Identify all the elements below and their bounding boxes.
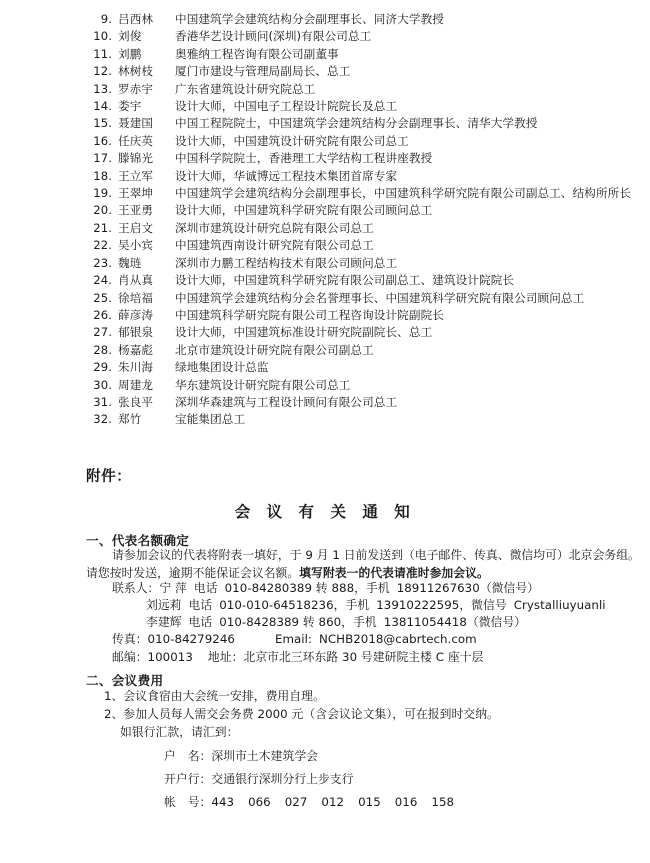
roster-member-name: 徐培福 — [118, 290, 154, 305]
roster-row — [86, 98, 646, 115]
roster-member-title: 设计大师，中国建筑标准设计研究院副院长、总工 — [175, 325, 433, 340]
roster-member-name: 郁银泉 — [118, 325, 154, 340]
roster-member-title: 中国建筑学会建筑结构分会副理事长、同济大学教授 — [175, 12, 444, 26]
roster-index: 25. — [93, 290, 112, 305]
roster-member-name: 朱川海 — [118, 360, 154, 375]
roster-index: 12. — [93, 64, 112, 79]
roster-member-name: 任庆英 — [118, 133, 154, 148]
roster-member-title: 厦门市建设与管理局副局长、总工 — [175, 64, 351, 79]
roster-member-title: 设计大师，华诚博远工程技术集团首席专家 — [175, 168, 398, 183]
roster-index: 10. — [93, 29, 112, 44]
remittance-note: 如银行汇款，请汇到： — [120, 725, 239, 739]
roster-index: 24. — [93, 273, 112, 288]
roster-row — [86, 307, 646, 324]
roster-row — [86, 272, 646, 289]
postcode-value: 100013 — [147, 650, 193, 664]
bank-label: 开户行： — [164, 772, 212, 786]
roster-member-title: 设计大师，中国建筑科学研究院有限公司顾问总工 — [175, 203, 433, 218]
postcode-address-line — [112, 649, 483, 667]
roster-row — [86, 46, 646, 63]
roster-member-name: 王立军 — [118, 168, 154, 183]
account-name-value: 深圳市土木建筑学会 — [211, 749, 319, 763]
account-name-label: 户 名： — [164, 749, 212, 763]
roster-member-name: 周建龙 — [118, 377, 154, 392]
roster-member-title: 北京市建筑设计研究院有限公司副总工 — [175, 342, 374, 357]
roster-member-name: 王翠坤 — [118, 186, 154, 201]
roster-index: 16. — [93, 133, 112, 148]
roster-row — [86, 28, 646, 45]
roster-index: 18. — [93, 168, 112, 183]
roster-index: 32. — [93, 412, 112, 427]
address-value: 北京市北三环东路 30 号建研院主楼 C 座十层 — [243, 650, 484, 664]
roster-row — [86, 394, 646, 411]
deadline-text: 请参加会议的代表将附表一填好，于 9 月 1 日前发送到（电子邮件、传真、微信均可）北京会务组。 — [112, 548, 640, 562]
roster-row — [86, 359, 646, 376]
roster-row — [86, 255, 646, 272]
roster-member-name: 王启文 — [118, 220, 154, 235]
account-bank-line — [164, 771, 354, 789]
roster-member-title: 设计大师，中国建筑设计研究院有限公司总工 — [175, 133, 409, 148]
roster-row — [86, 220, 646, 237]
roster-row — [86, 290, 646, 307]
roster-index: 28. — [93, 342, 112, 357]
roster-row — [86, 377, 646, 394]
roster-member-title: 中国建筑西南设计研究院有限公司总工 — [175, 238, 374, 253]
roster-member-name: 滕锦光 — [118, 151, 154, 166]
email-label: Email: — [274, 632, 312, 646]
account-no-group: 066 — [248, 795, 271, 809]
roster-row — [86, 168, 646, 185]
account-no-group: 016 — [394, 795, 418, 809]
account-no-group: 012 — [321, 795, 345, 809]
roster-index: 14. — [93, 99, 112, 114]
phone-label-3: 电话 — [188, 615, 213, 629]
roster-member-title: 深圳市建筑设计研究总院有限公司总工 — [175, 220, 374, 235]
phone-label-2: 电话 — [188, 598, 213, 612]
roster-member-name: 肖从真 — [118, 273, 154, 288]
ontime-text: 请您按时发送，逾期不能保证会议名额。 — [86, 566, 300, 580]
fax-value: 010-84279246 — [147, 632, 235, 646]
roster-row — [86, 133, 646, 150]
roster-index: 13. — [93, 81, 112, 96]
roster-member-name: 聂建国 — [118, 116, 154, 131]
mobile-label-1: 手机 — [365, 581, 390, 595]
account-no-label: 帐 号： — [164, 795, 212, 809]
account-no-group: 158 — [431, 795, 455, 809]
wechat-note-3: （微信号） — [466, 615, 527, 629]
roster-member-title: 中国建筑科学研究院有限公司工程咨询设计院副院长 — [175, 307, 444, 322]
roster-index: 20. — [93, 203, 112, 218]
roster-member-name: 魏琏 — [118, 255, 142, 270]
roster-member-title: 奥雅纳工程咨询有限公司副董事 — [175, 46, 339, 61]
roster-member-name: 杨嘉彪 — [118, 342, 154, 357]
roster-member-title: 广东省建筑设计研究院总工 — [175, 81, 316, 96]
committee-member-list — [86, 11, 646, 429]
mobile-value-3: 13811054418 — [383, 615, 467, 629]
wechat-note-1: （微信号） — [479, 581, 540, 595]
roster-row — [86, 324, 646, 341]
roster-member-name: 薛彦涛 — [118, 307, 154, 322]
roster-index: 26. — [93, 307, 112, 322]
fax-label: 传真： — [112, 632, 148, 646]
roster-index: 9. — [100, 12, 112, 26]
roster-member-title: 中国建筑学会建筑结构分会副理事长，中国建筑科学研究院有限公司副总工、结构所所长 — [175, 186, 632, 201]
contact-name-3: 李建辉 — [146, 615, 182, 629]
ontime-emphasis: 填写附表一的代表请准时参加会议。 — [299, 566, 489, 580]
roster-index: 27. — [93, 325, 112, 340]
contact-line-2 — [146, 597, 606, 615]
contact-name-1: 宁 萍 — [159, 581, 187, 595]
roster-row — [86, 81, 646, 98]
fee-item-2: 2、参加人员每人需交会务费 2000 元（含会议论文集），可在报到时交纳。 — [104, 707, 499, 721]
roster-member-title: 中国工程院院士，中国建筑学会建筑结构分会副理事长、清华大学教授 — [175, 116, 538, 131]
attachment-label: 附件： — [86, 469, 132, 485]
fax-email-line — [112, 631, 477, 649]
bank-value: 交通银行深圳分行上步支行 — [211, 772, 354, 786]
roster-row — [86, 11, 646, 28]
roster-index: 21. — [93, 220, 112, 235]
roster-index: 11. — [93, 46, 112, 61]
phone-label-1: 电话 — [193, 581, 218, 595]
account-number-line — [164, 794, 454, 812]
roster-index: 31. — [93, 394, 112, 409]
deadline-paragraph — [86, 547, 646, 565]
roster-row — [86, 115, 646, 132]
roster-member-title: 绿地集团设计总监 — [175, 360, 269, 375]
roster-row — [86, 63, 646, 80]
phone-value-2: 010-010-64518236， — [219, 598, 346, 612]
roster-member-title: 香港华艺设计顾问(深圳)有限公司总工 — [175, 29, 372, 44]
postcode-label: 邮编： — [112, 650, 148, 664]
account-no-group: 443 — [211, 795, 235, 809]
roster-index: 22. — [93, 238, 112, 253]
roster-member-title: 中国科学院院士，香港理工大学结构工程讲座教授 — [175, 151, 433, 166]
contact-name-2: 刘远莉 — [146, 598, 182, 612]
roster-member-title: 设计大师，中国电子工程设计院院长及总工 — [175, 99, 398, 114]
account-no-group: 027 — [284, 795, 308, 809]
roster-member-name: 张良平 — [118, 394, 154, 409]
address-label: 地址： — [207, 650, 244, 664]
roster-row — [86, 185, 646, 202]
roster-member-name: 吴小宾 — [118, 238, 154, 253]
mobile-label-2: 手机 — [345, 598, 370, 612]
wechat-value-2: Crystalliuyuanli — [513, 598, 606, 612]
roster-row — [86, 342, 646, 359]
section-heading-representative-quota: 一、代表名额确定 — [86, 533, 190, 548]
roster-index: 23. — [93, 255, 112, 270]
fee-item-1: 1、会议食宿由大会统一安排，费用自理。 — [104, 689, 325, 703]
roster-member-name: 刘俊 — [118, 29, 142, 44]
roster-member-name: 吕西林 — [118, 12, 154, 26]
roster-member-title: 中国建筑学会建筑结构分会名誉理事长、中国建筑科学研究院有限公司顾问总工 — [175, 290, 585, 305]
roster-member-title: 设计大师，中国建筑科学研究院有限公司副总工、建筑设计院院长 — [175, 273, 515, 288]
phone-value-3: 010-8428389 转 860， — [219, 615, 354, 629]
section-heading-meeting-fees: 二、会议费用 — [86, 673, 164, 688]
roster-index: 15. — [93, 116, 112, 131]
contacts-label: 联系人： — [112, 581, 160, 595]
roster-index: 17. — [93, 151, 112, 166]
roster-member-name: 刘鹏 — [118, 46, 142, 61]
mobile-label-3: 手机 — [353, 615, 377, 629]
account-no-value — [211, 795, 454, 809]
roster-member-title: 深圳市力鹏工程结构技术有限公司顾问总工 — [175, 255, 398, 270]
roster-row — [86, 411, 646, 428]
roster-member-name: 郑竹 — [118, 412, 142, 427]
roster-member-title: 深圳华森建筑与工程设计顾问有限公司总工 — [175, 394, 398, 409]
roster-index: 29. — [93, 360, 112, 375]
account-no-group: 015 — [358, 795, 381, 809]
roster-member-name: 娄宇 — [118, 99, 142, 114]
roster-index: 19. — [93, 186, 112, 201]
account-name-line — [164, 748, 318, 766]
contact-line-1 — [112, 580, 539, 598]
roster-member-title: 华东建筑设计研究院有限公司总工 — [175, 377, 351, 392]
notice-title: 会 议 有 关 通 知 — [234, 503, 416, 521]
mobile-value-1: 18911267630 — [396, 581, 480, 595]
contact-line-3 — [146, 614, 526, 632]
roster-row — [86, 237, 646, 254]
roster-row — [86, 150, 646, 167]
phone-value-1: 010-84280389 转 888， — [224, 581, 366, 595]
roster-row — [86, 202, 646, 219]
mobile-value-2: 13910222595， — [376, 598, 472, 612]
roster-member-name: 王亚勇 — [118, 203, 154, 218]
roster-member-name: 林树枝 — [118, 64, 154, 79]
roster-index: 30. — [93, 377, 112, 392]
wechat-label-2: 微信号 — [471, 598, 507, 612]
roster-member-name: 罗赤宇 — [118, 81, 154, 96]
email-value: NCHB2018@cabrtech.com — [318, 632, 477, 646]
roster-member-title: 宝能集团总工 — [175, 412, 246, 427]
